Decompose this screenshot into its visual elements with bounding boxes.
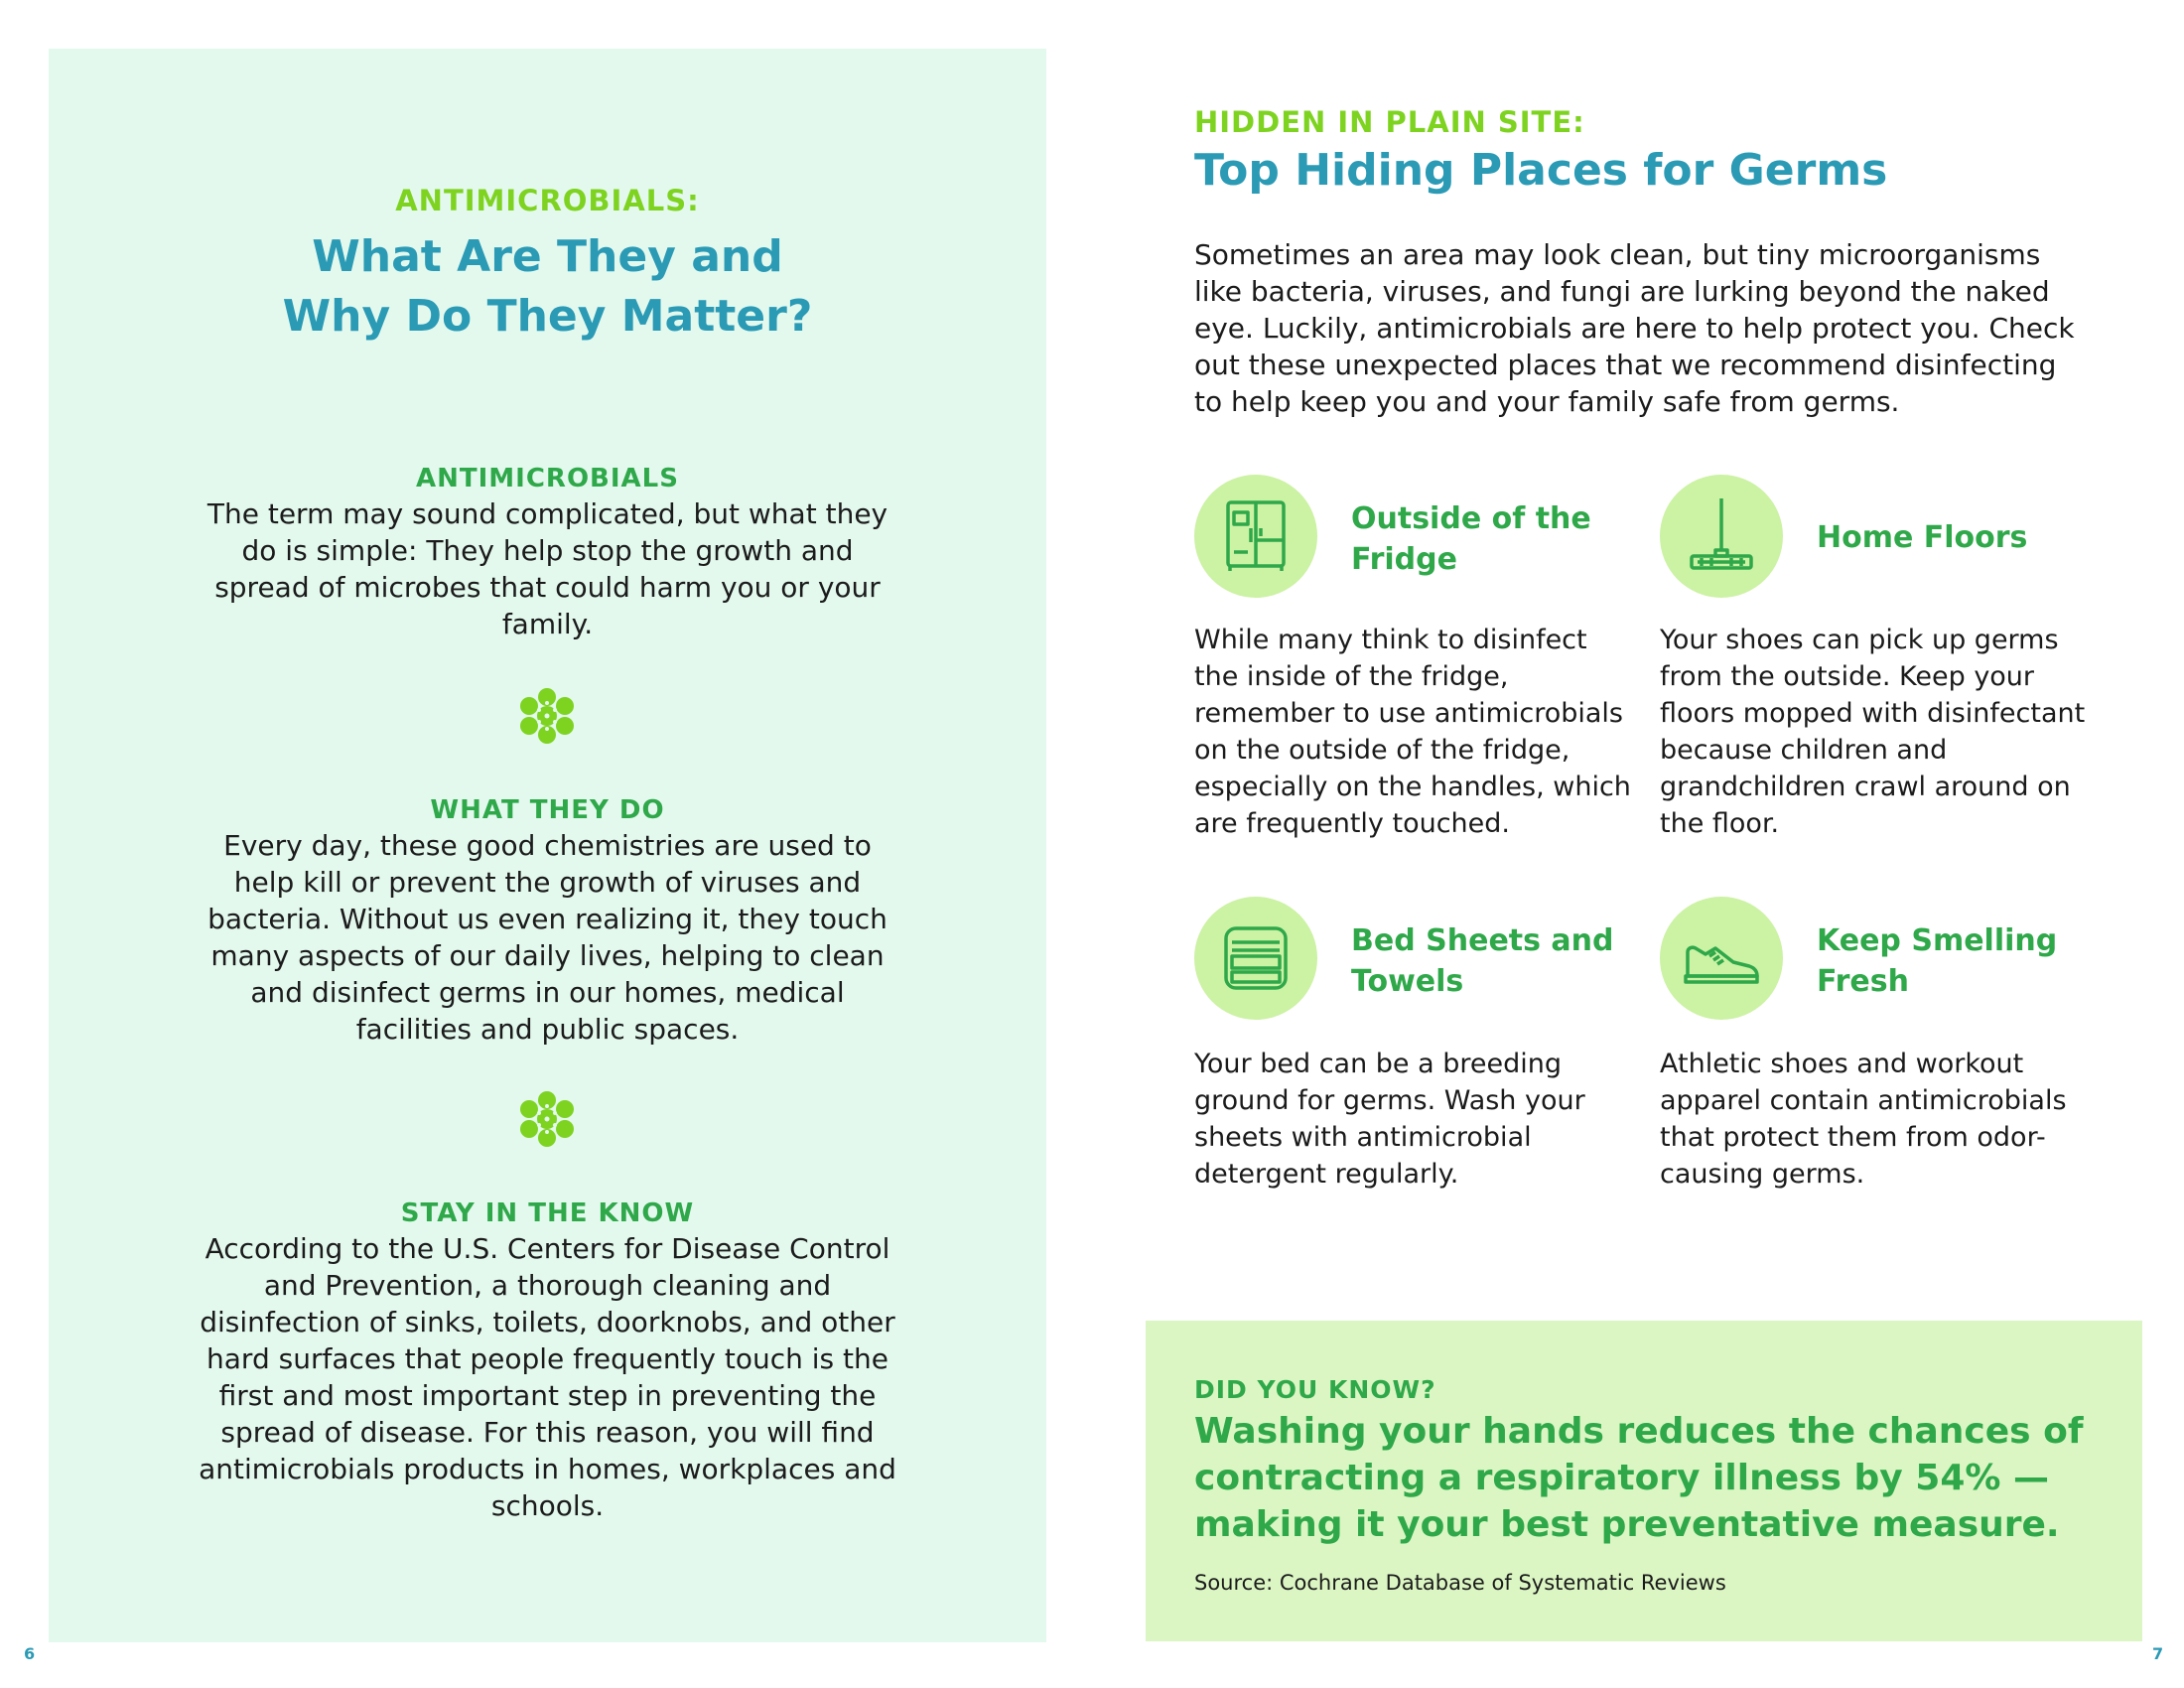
item-title-line-1: Bed Sheets and — [1351, 923, 1614, 958]
item-title-line-2: Fresh — [1817, 964, 1909, 999]
section-heading: ANTIMICROBIALS — [416, 464, 679, 493]
sneaker-icon — [1682, 918, 1761, 998]
fridge-icon — [1216, 496, 1296, 576]
section-body: According to the U.S. Centers for Disease Control and Prevention, a thorough cleaning and disinfection of sinks, toilets, doorknobs, and other hard surfaces that people frequently touch is the first and most important step in preventing the spread of disease. For this reason, you will find antimicrobials products in homes, workplaces and schools. — [199, 1232, 896, 1522]
did-you-know-box — [1146, 1321, 2142, 1641]
item-title-line-1: Outside of the — [1351, 501, 1591, 536]
left-page-title — [49, 227, 1046, 347]
microbe-cluster-icon — [515, 684, 579, 748]
left-title-line-1: What Are They and — [312, 231, 783, 282]
section-antimicrobials — [198, 462, 897, 642]
item-title-line-2: Fridge — [1351, 542, 1457, 577]
item-title-line-1: Home Floors — [1817, 520, 2028, 555]
mop-icon — [1682, 496, 1761, 576]
item-title — [1351, 920, 1614, 1002]
item-text: Your shoes can pick up germs from the outside. Keep your floors mopped with disinfectant because children and grandchildren crawl around on the floor. — [1660, 625, 2086, 839]
section-body: The term may sound complicated, but what they do is simple: They help stop the growth and spread of microbes that could harm you or your family. — [206, 497, 888, 640]
fact-eyebrow: DID YOU KNOW? — [1194, 1375, 1436, 1404]
icon-circle — [1660, 897, 1783, 1020]
fact-source: Source: Cochrane Database of Systematic Reviews — [1194, 1571, 1726, 1595]
section-heading: STAY IN THE KNOW — [400, 1198, 695, 1228]
item-text: While many think to disinfect the inside of the fridge, remember to use antimicrobials on the outside of the fridge, especially on the handles, which are frequently touched. — [1194, 625, 1631, 839]
right-eyebrow: HIDDEN IN PLAIN SITE: — [1194, 105, 1585, 139]
icon-circle — [1194, 475, 1317, 598]
left-page-panel — [49, 49, 1046, 1642]
item-title — [1351, 498, 1591, 580]
left-eyebrow: ANTIMICROBIALS: — [395, 184, 700, 217]
item-title-line-1: Keep Smelling — [1817, 923, 2058, 958]
item-title — [1817, 920, 2057, 1002]
section-heading: WHAT THEY DO — [430, 795, 665, 825]
section-what-they-do — [198, 793, 897, 1048]
item-title — [1817, 517, 2027, 558]
towels-icon — [1216, 918, 1296, 998]
page-number-left: 6 — [24, 1644, 36, 1663]
icon-circle — [1660, 475, 1783, 598]
microbe-cluster-icon — [515, 1087, 579, 1151]
item-text: Your bed can be a breeding ground for germs. Wash your sheets with antimicrobial detergent regularly. — [1194, 1049, 1585, 1190]
section-stay-in-the-know — [198, 1196, 897, 1524]
section-body: Every day, these good chemistries are used to help kill or prevent the growth of viruses and bacteria. Without us even realizing it, they touch many aspects of our daily lives, helping to clean and disinfect germs in our homes, medical facilities and public spaces. — [207, 829, 887, 1046]
item-title-line-2: Towels — [1351, 964, 1464, 999]
left-title-line-2: Why Do They Matter? — [282, 291, 813, 342]
fact-statement: Washing your hands reduces the chances of contracting a respiratory illness by 54% — making it your best preventative measure. — [1194, 1411, 2084, 1545]
icon-circle — [1194, 897, 1317, 1020]
page-number-right: 7 — [2152, 1644, 2164, 1663]
item-text: Athletic shoes and workout apparel contain antimicrobials that protect them from odor-causing germs. — [1660, 1049, 2067, 1190]
intro-paragraph: Sometimes an area may look clean, but tiny microorganisms like bacteria, viruses, and fungi are lurking beyond the naked eye. Luckily, antimicrobials are here to help protect you. Check out these unexpected places that we recommend disinfecting to help keep you and your family safe from germs. — [1194, 238, 2075, 418]
right-page-title: Top Hiding Places for Germs — [1194, 145, 1888, 196]
